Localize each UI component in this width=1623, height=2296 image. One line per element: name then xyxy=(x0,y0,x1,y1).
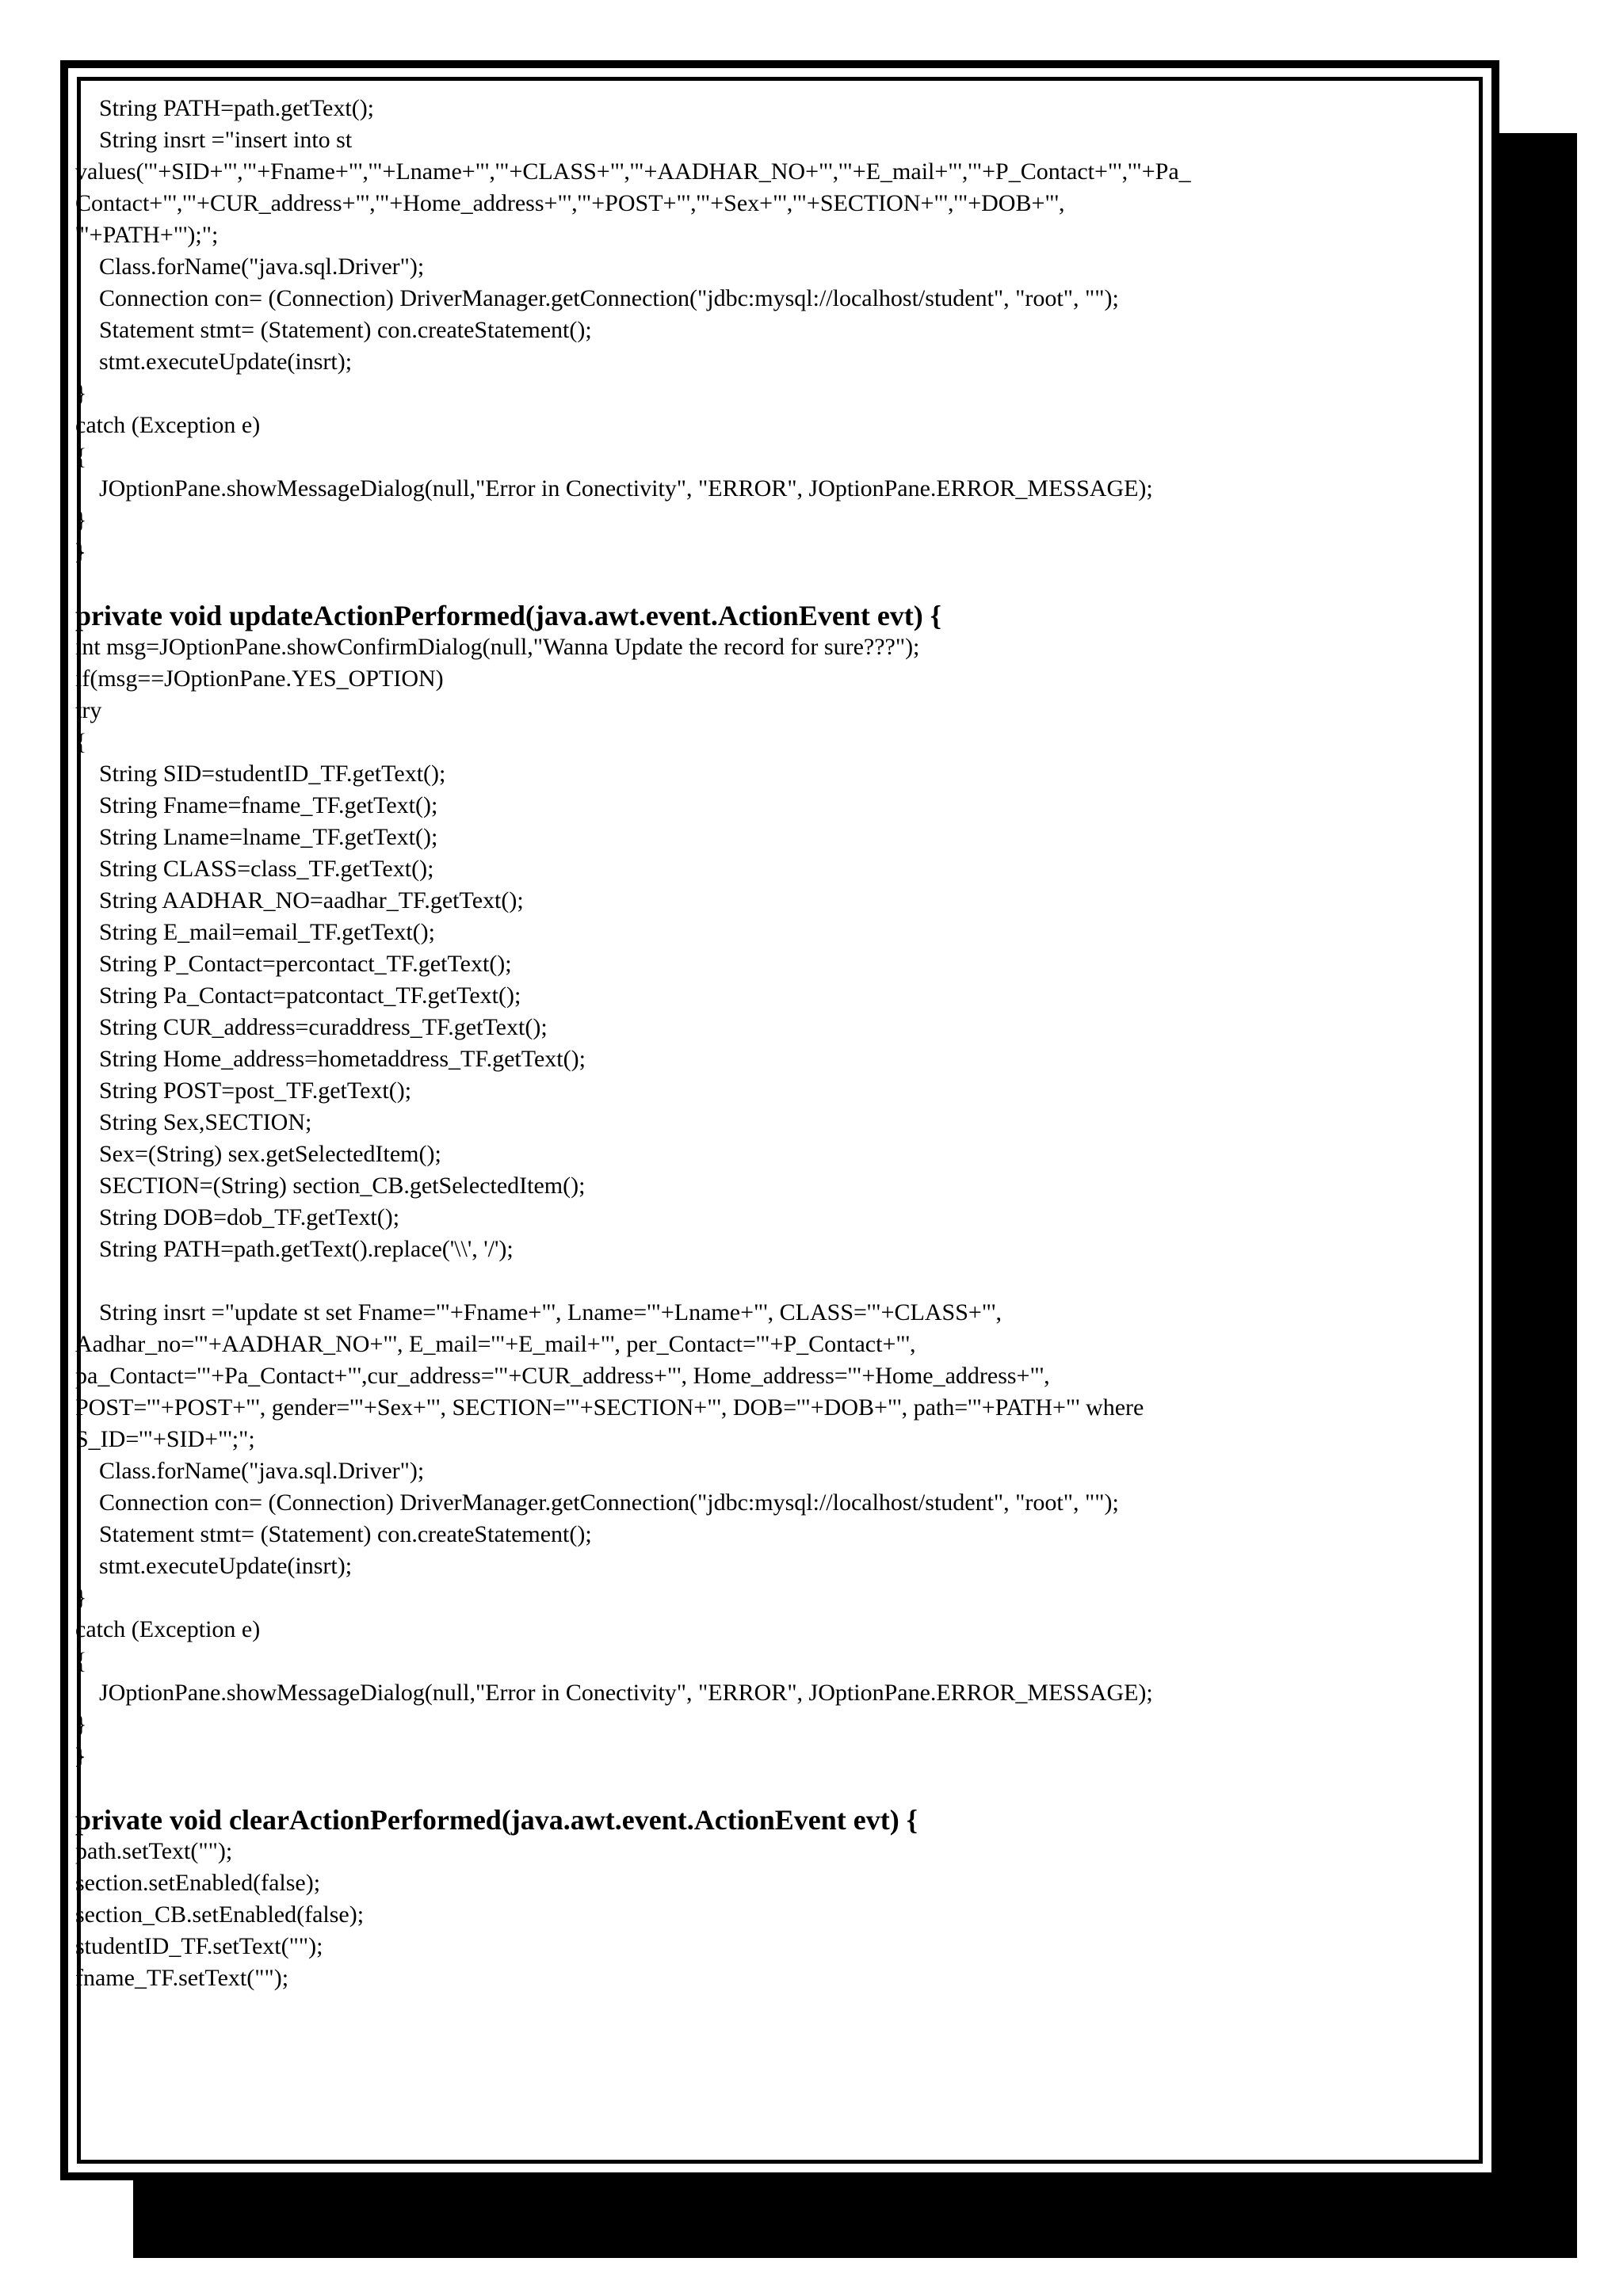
code-line: if(msg==JOptionPane.YES_OPTION) xyxy=(75,666,444,692)
code-line: String Fname=fname_TF.getText(); xyxy=(75,792,438,818)
code-line: catch (Exception e) xyxy=(75,412,261,438)
code-line: section_CB.setEnabled(false); xyxy=(75,1901,365,1928)
code-line: Contact+"','"+CUR_address+"','"+Home_address+"','"+POST+"','"+Sex+"','"+SECTION+"','"+DOB+"', xyxy=(75,190,1065,216)
code-line: '"+PATH+"');"; xyxy=(75,222,219,248)
code-line: String CUR_address=curaddress_TF.getText(); xyxy=(75,1014,548,1040)
code-line: path.setText(""); xyxy=(75,1838,233,1864)
code-line: JOptionPane.showMessageDialog(null,"Error in Conectivity", "ERROR", JOptionPane.ERROR_MESSAGE); xyxy=(75,1680,1153,1706)
code-line: } xyxy=(75,539,85,565)
code-line: String PATH=path.getText().replace('\\', '/'); xyxy=(75,1236,514,1262)
code-line: String PATH=path.getText(); xyxy=(75,95,375,121)
code-line: stmt.executeUpdate(insrt); xyxy=(75,349,353,375)
code-line: } xyxy=(75,1743,85,1769)
code-line: } xyxy=(75,1585,87,1611)
code-line: Statement stmt= (Statement) con.createStatement(); xyxy=(75,1521,592,1547)
code-line: String DOB=dob_TF.getText(); xyxy=(75,1204,400,1230)
code-line: String Pa_Contact=patcontact_TF.getText(); xyxy=(75,982,521,1009)
code-line: } xyxy=(75,1711,87,1737)
code-line xyxy=(75,1772,1375,1804)
code-line: String P_Contact=percontact_TF.getText(); xyxy=(75,951,512,977)
code-line: { xyxy=(75,444,87,470)
code-line: String CLASS=class_TF.getText(); xyxy=(75,856,434,882)
code-line: Class.forName("java.sql.Driver"); xyxy=(75,1458,425,1484)
code-line: Aadhar_no='"+AADHAR_NO+"', E_mail='"+E_mail+"', per_Contact='"+P_Contact+"', xyxy=(75,1331,916,1357)
code-line: SECTION=(String) section_CB.getSelectedItem(); xyxy=(75,1173,586,1199)
code-line: String Lname=lname_TF.getText(); xyxy=(75,824,438,850)
code-line: String insrt ="update st set Fname='"+Fname+"', Lname='"+Lname+"', CLASS='"+CLASS+"', xyxy=(75,1299,1002,1325)
code-line: String insrt ="insert into st xyxy=(75,127,353,153)
code-line: stmt.executeUpdate(insrt); xyxy=(75,1553,353,1579)
code-line: S_ID='"+SID+"';"; xyxy=(75,1426,255,1452)
code-line xyxy=(75,568,1375,600)
code-line: String POST=post_TF.getText(); xyxy=(75,1077,412,1104)
code-line: JOptionPane.showMessageDialog(null,"Error in Conectivity", "ERROR", JOptionPane.ERROR_MESSAGE); xyxy=(75,475,1153,502)
code-line: POST='"+POST+"', gender='"+Sex+"', SECTION='"+SECTION+"', DOB='"+DOB+"', path='"+PATH+"' where xyxy=(75,1394,1144,1421)
code-line: studentID_TF.setText(""); xyxy=(75,1933,323,1959)
code-line: } xyxy=(75,507,87,533)
code-line: int msg=JOptionPane.showConfirmDialog(null,"Wanna Update the record for sure???"); xyxy=(75,634,920,660)
code-line: Connection con= (Connection) DriverManager.getConnection("jdbc:mysql://localhost/student", "root", ""); xyxy=(75,285,1119,311)
code-line: { xyxy=(75,1648,87,1674)
code-line xyxy=(75,1265,1375,1297)
code-line: String E_mail=email_TF.getText(); xyxy=(75,919,435,945)
code-line: section.setEnabled(false); xyxy=(75,1870,321,1896)
code-line: String SID=studentID_TF.getText(); xyxy=(75,761,446,787)
code-line: Class.forName("java.sql.Driver"); xyxy=(75,254,425,280)
code-line: { xyxy=(75,729,87,755)
code-line: Connection con= (Connection) DriverManager.getConnection("jdbc:mysql://localhost/student", "root", ""); xyxy=(75,1489,1119,1516)
code-line: String Home_address=hometaddress_TF.getText(); xyxy=(75,1046,586,1072)
code-line: pa_Contact='"+Pa_Contact+"',cur_address='"+CUR_address+"', Home_address='"+Home_address+"', xyxy=(75,1363,1050,1389)
method-signature: private void clearActionPerformed(java.awt.event.ActionEvent evt) { xyxy=(75,1804,918,1836)
code-line: values('"+SID+"','"+Fname+"','"+Lname+"','"+CLASS+"','"+AADHAR_NO+"','"+E_mail+"','"+P_Contact+"','"+Pa_ xyxy=(75,158,1191,185)
code-line: catch (Exception e) xyxy=(75,1616,261,1642)
code-line: try xyxy=(75,697,102,723)
method-signature: private void updateActionPerformed(java.awt.event.ActionEvent evt) { xyxy=(75,600,941,631)
code-line: fname_TF.setText(""); xyxy=(75,1965,289,1991)
code-line: } xyxy=(75,380,87,406)
code-line: Sex=(String) sex.getSelectedItem(); xyxy=(75,1141,441,1167)
code-line: String AADHAR_NO=aadhar_TF.getText(); xyxy=(75,887,524,913)
code-line: Statement stmt= (Statement) con.createStatement(); xyxy=(75,317,592,343)
code-listing xyxy=(75,93,1375,1994)
code-line: String Sex,SECTION; xyxy=(75,1109,312,1135)
